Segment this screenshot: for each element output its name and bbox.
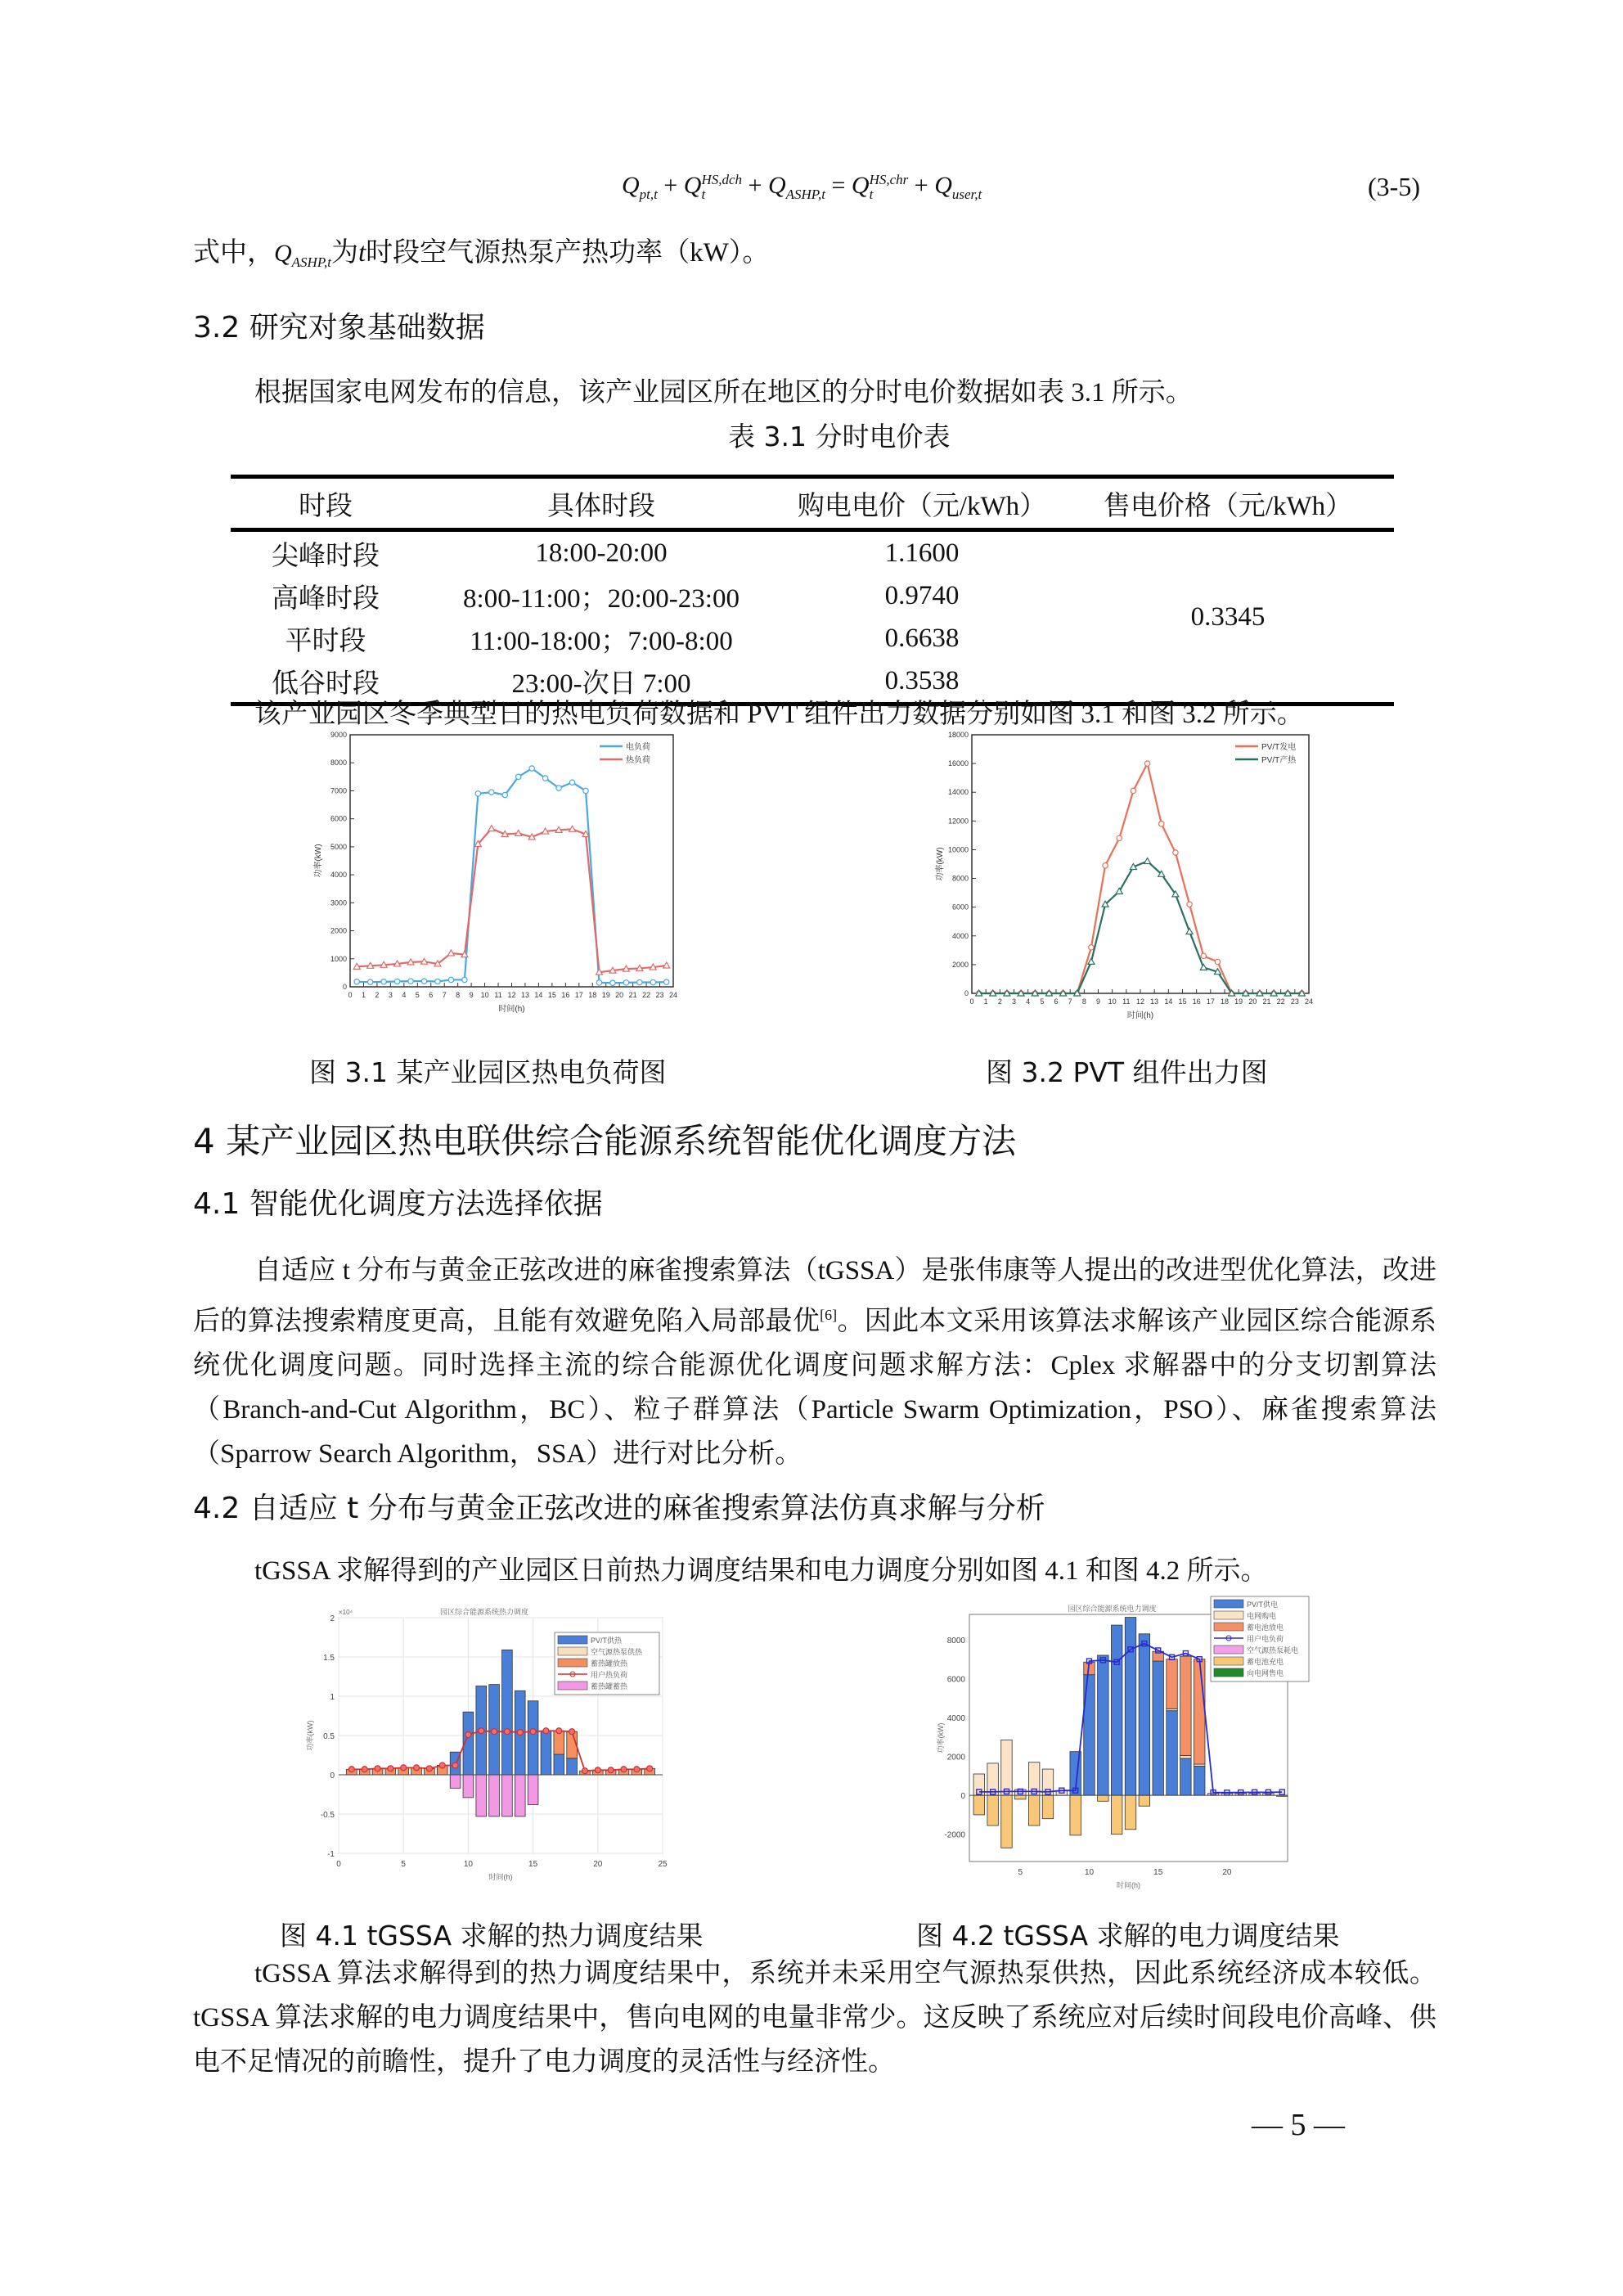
bar-4 (489, 1775, 500, 1817)
legend-swatch (1214, 1623, 1243, 1631)
data-point (448, 977, 453, 982)
data-point (439, 1763, 445, 1768)
x-tick-label: 16 (561, 991, 570, 999)
x-tick-label: 5 (1018, 1868, 1023, 1877)
x-tick-label: 8 (1081, 997, 1086, 1006)
bar-2 (567, 1731, 578, 1758)
x-tick-label: 7 (442, 991, 447, 999)
legend-label: 热负荷 (626, 756, 650, 765)
x-tick-label: 10 (1108, 997, 1117, 1006)
data-point (1103, 863, 1108, 868)
x-tick-label: 16 (1192, 997, 1201, 1006)
bar-5 (1111, 1795, 1122, 1835)
bar-4 (515, 1775, 525, 1817)
x-tick-label: 4 (1026, 997, 1031, 1006)
x-tick-label: 7 (1068, 997, 1072, 1006)
data-point (1215, 959, 1220, 964)
bar-1 (987, 1763, 998, 1795)
section-4-title: 4 某产业园区热电联供综合能源系统智能优化调度方法 (193, 1121, 1017, 1161)
x-tick-label: 12 (1135, 997, 1145, 1006)
bar-5 (973, 1795, 984, 1815)
data-point (502, 792, 507, 797)
fig-4-1-caption: 图 4.1 tGSSA 求解的热力调度结果 (280, 1920, 704, 1952)
x-axis-label: 时间(h) (488, 1873, 513, 1881)
y-tick-label: 1.5 (323, 1654, 335, 1663)
section-3-2-title: 3.2 研究对象基础数据 (193, 311, 485, 344)
col-header-sell: 售电价格（元/kWh） (1062, 477, 1394, 530)
eq-term: Q HS,dch t (683, 172, 743, 203)
eq-note-symbol-sub: ASHP,t (291, 254, 331, 270)
x-tick-label: 13 (1150, 997, 1159, 1006)
x-axis-label: 时间(h) (1117, 1881, 1140, 1889)
bar-5 (987, 1795, 998, 1826)
data-point (479, 1728, 484, 1734)
x-tick-label: 19 (601, 991, 610, 999)
y-tick-label: 1 (330, 1693, 335, 1702)
col-header-buy: 购电电价（元/kWh） (782, 477, 1062, 530)
bar-0 (541, 1731, 551, 1775)
bar-0 (502, 1650, 513, 1775)
section-4-1-paragraph (193, 1249, 1436, 1476)
eq-note-mid: 为 (331, 238, 358, 268)
legend-label: 蓄热罐放热 (591, 1659, 628, 1668)
x-tick-label: 19 (1234, 997, 1243, 1006)
data-point (543, 1728, 549, 1734)
data-point (1117, 835, 1122, 840)
data-point (1200, 964, 1207, 970)
bar-2 (1167, 1659, 1177, 1709)
x-tick-label: 6 (429, 991, 434, 999)
legend-swatch (1214, 1645, 1243, 1654)
y-tick-label: 2000 (946, 1753, 965, 1763)
bar-2 (1180, 1656, 1191, 1755)
bar-1 (1028, 1763, 1039, 1795)
legend-label: PV/T发电 (1261, 743, 1297, 752)
x-tick-label: 22 (642, 991, 651, 999)
y-tick-label: 6000 (946, 1675, 965, 1685)
x-tick-label: 10 (1084, 1868, 1095, 1877)
plot-frame (350, 735, 673, 987)
x-tick-label: 9 (469, 991, 474, 999)
x-tick-label: 20 (1222, 1868, 1232, 1877)
cell-period: 尖峰时段 (272, 541, 380, 571)
x-tick-label: 14 (534, 991, 543, 999)
data-point (1159, 822, 1164, 826)
para-text-rest: 。因此本文采用该算法求解该产业园区综合能源系统优化调度问题。同时选择主流的综合能源优化调度问题求解方法：Cplex 求解器中的分支切割算法（Branch-and-Cut Algorithm，BC）、粒子群算法（Particle Swarm Optimization，PSO）、麻雀搜索算法（Sparrow Search Algorithm，SSA）进行对比分析。 (193, 1307, 1437, 1469)
data-point (475, 791, 480, 796)
data-point (516, 774, 521, 779)
section-4-2-title: 4.2 自适应 t 分布与黄金正弦改进的麻雀搜索算法仿真求解与分析 (193, 1492, 1045, 1525)
x-tick-label: 9 (1095, 997, 1101, 1006)
y-tick-label: 0 (342, 983, 347, 991)
data-point (556, 1728, 562, 1734)
legend-label: PV/T供热 (591, 1636, 623, 1645)
bar-5 (1098, 1795, 1108, 1801)
x-tick-label: 5 (415, 991, 420, 999)
chart-title: 园区综合能源系统电力调度 (1068, 1605, 1157, 1613)
data-point (1201, 953, 1206, 958)
x-tick-label: 25 (658, 1860, 668, 1869)
y-tick-label: 0.5 (323, 1732, 335, 1741)
bar-5 (1001, 1795, 1012, 1848)
legend-label: 蓄电池放电 (1247, 1623, 1284, 1632)
x-tick-label: 1 (361, 991, 366, 999)
data-point (623, 980, 628, 985)
y-tick-label: 2000 (951, 960, 969, 969)
cell-hours: 18:00-20:00 (535, 538, 668, 568)
y-tick-label: 6000 (330, 814, 347, 823)
y-tick-label: 1000 (330, 954, 347, 963)
y-tick-label: 9000 (330, 731, 347, 739)
y-tick-label: -1 (327, 1850, 335, 1859)
bar-1 (1001, 1740, 1012, 1795)
final-paragraph: tGSSA 算法求解得到的热力调度结果中，系统并未采用空气源热泵供热，因此系统经济成本较低。tGSSA 算法求解的电力调度结果中，售向电网的电量非常少。这反映了系统应对后续时间段电价高峰、供电不足情况的前瞻性，提升了电力调度的灵活性与经济性。 (193, 1959, 1436, 2077)
equation-3-5 (622, 172, 982, 202)
y-tick-label: 8000 (330, 759, 347, 768)
y-tick-label: 18000 (947, 731, 969, 739)
eq-operator: = (825, 172, 852, 199)
data-point (1088, 958, 1095, 964)
x-tick-label: 3 (388, 991, 393, 999)
data-point (542, 776, 547, 781)
legend-swatch (558, 1659, 587, 1667)
data-point (664, 979, 669, 984)
x-tick-label: 20 (615, 991, 624, 999)
equation-number: (3-5) (1368, 172, 1420, 201)
data-point (348, 1767, 354, 1772)
y-tick-label: 4000 (946, 1714, 965, 1724)
legend-label: 空气源热泵耗电 (1247, 1646, 1299, 1654)
cell-buy: 1.1600 (884, 538, 960, 568)
cell-buy: 0.6638 (884, 623, 960, 653)
legend-label: 蓄热罐蓄热 (591, 1682, 628, 1690)
data-point (426, 1766, 432, 1772)
data-point (1131, 788, 1135, 793)
x-tick-label: 24 (1304, 997, 1314, 1006)
eq-term: Q pt,t (622, 172, 658, 203)
bar-2 (554, 1731, 564, 1754)
y-axis-label: 功率(kW) (306, 1720, 314, 1751)
data-point (362, 1767, 367, 1772)
data-point (569, 780, 574, 785)
x-tick-label: 4 (402, 991, 407, 999)
legend-label: 电负荷 (626, 743, 650, 752)
y-axis-label: 功率(kW) (936, 847, 945, 881)
data-point (530, 1729, 536, 1735)
cell-period: 平时段 (285, 626, 366, 656)
legend-label: 空气源热泵供热 (591, 1648, 643, 1656)
page-number: — 5 — (1252, 2108, 1345, 2142)
y-tick-label: 4000 (330, 871, 347, 880)
x-axis-label: 时间(h) (1126, 1011, 1154, 1020)
x-tick-label: 0 (348, 991, 353, 999)
y-tick-label: 3000 (330, 898, 347, 907)
eq-operator: + (742, 172, 768, 199)
bar-5 (1139, 1795, 1149, 1806)
y-tick-label: 6000 (951, 903, 969, 912)
series-line-1 (357, 829, 667, 973)
x-tick-label: 13 (520, 991, 529, 999)
col-header-hours: 具体时段 (420, 477, 782, 530)
legend-label: PV/T供电 (1247, 1600, 1279, 1609)
bar-5 (1070, 1795, 1081, 1835)
cell-hours: 11:00-18:00；7:00-8:00 (470, 626, 733, 656)
bar-4 (476, 1775, 487, 1817)
chart-fig-4-2 (916, 1591, 1317, 1915)
x-tick-label: 23 (655, 991, 664, 999)
data-point (354, 979, 359, 984)
x-tick-label: 17 (574, 991, 583, 999)
x-tick-label: 18 (588, 991, 597, 999)
table-3-1-caption: 表 3.1 分时电价表 (728, 421, 951, 452)
cell-buy: 0.3538 (782, 660, 1062, 705)
legend-label: 用户热负荷 (591, 1671, 628, 1679)
y-tick-label: 14000 (947, 788, 969, 797)
bar-4 (463, 1775, 474, 1798)
x-tick-label: 10 (463, 1860, 473, 1869)
x-tick-label: 5 (1040, 997, 1045, 1006)
x-tick-label: 15 (1153, 1868, 1163, 1877)
y-tick-label: 2000 (330, 926, 347, 935)
x-tick-label: 23 (1290, 997, 1299, 1006)
data-point (556, 786, 561, 790)
equation-note (193, 231, 1436, 285)
bar-4 (528, 1775, 538, 1804)
data-point (1186, 929, 1193, 934)
section-4-1-title: 4.1 智能优化调度方法选择依据 (193, 1187, 603, 1221)
data-point (492, 1729, 497, 1735)
bar-5 (1015, 1795, 1026, 1799)
bar-0 (528, 1701, 538, 1775)
legend-label: 电网购电 (1247, 1612, 1277, 1620)
bar-0 (567, 1758, 578, 1775)
x-tick-label: 17 (1206, 997, 1215, 1006)
x-axis-label: 时间(h) (498, 1005, 525, 1014)
y-multiplier: ×10⁴ (339, 1609, 353, 1616)
bar-0 (1125, 1618, 1135, 1796)
eq-note-prefix: 式中， (193, 238, 274, 268)
chart-fig-3-2 (924, 728, 1333, 1047)
eq-term: Q HS,chr t (851, 172, 909, 203)
y-tick-label: 0 (330, 1772, 335, 1781)
y-tick-label: 12000 (947, 817, 969, 826)
citation[interactable]: [6] (820, 1307, 838, 1323)
data-point (489, 790, 494, 795)
legend-label: PV/T产热 (1261, 756, 1297, 765)
x-tick-label: 11 (1122, 997, 1131, 1006)
data-point (375, 1766, 380, 1772)
x-tick-label: 18 (1220, 997, 1230, 1006)
cell-period: 低谷时段 (231, 660, 420, 705)
section-4-2-paragraph: tGSSA 求解得到的产业园区日前热力调度结果和电力调度分别如图 4.1 和图 4.2 所示。 (254, 1556, 1268, 1586)
legend-swatch (1214, 1600, 1243, 1608)
chart-fig-3-1 (311, 728, 704, 1047)
tou-price-table (231, 475, 1394, 706)
x-tick-label: 0 (336, 1860, 341, 1869)
data-point (381, 979, 386, 984)
data-point (621, 1767, 627, 1772)
chart-title: 园区综合能源系统热力调度 (439, 1608, 529, 1616)
data-point (462, 977, 467, 982)
y-tick-label: -2000 (944, 1830, 965, 1840)
x-tick-label: 20 (1248, 997, 1257, 1006)
bar-0 (1139, 1634, 1149, 1795)
legend-swatch (558, 1636, 587, 1644)
series-line-1 (979, 861, 1302, 993)
data-point (388, 1766, 393, 1772)
x-tick-label: 22 (1276, 997, 1285, 1006)
fig-3-2-caption: 图 3.2 PVT 组件出力图 (986, 1056, 1268, 1088)
fig-4-2-caption: 图 4.2 tGSSA 求解的电力调度结果 (916, 1920, 1340, 1952)
data-point (517, 1730, 523, 1736)
bar-5 (1042, 1795, 1053, 1819)
y-axis-label: 功率(kW) (314, 844, 323, 878)
data-point (465, 1732, 471, 1738)
figures-3-paragraph: 该产业园区冬季典型日的热电负荷数据和 PVT 组件出力数据分别如图 3.1 和图 3.2 所示。 (254, 700, 1304, 729)
y-axis-label: 功率(kW) (937, 1722, 945, 1754)
legend-label: 用户电负荷 (1247, 1635, 1284, 1643)
y-tick-label: 10000 (947, 845, 969, 854)
cell-buy: 0.9740 (884, 580, 960, 610)
data-point (394, 979, 399, 984)
bar-2 (1194, 1659, 1204, 1764)
bar-0 (1111, 1625, 1122, 1795)
col-header-period: 时段 (231, 477, 420, 530)
data-point (1187, 902, 1192, 907)
bar-0 (1098, 1655, 1108, 1795)
y-tick-label: 0 (960, 1792, 965, 1802)
y-tick-label: 2 (330, 1614, 335, 1623)
legend-swatch (1214, 1657, 1243, 1665)
data-point (504, 1729, 510, 1735)
bar-0 (1180, 1758, 1191, 1795)
x-tick-label: 1 (983, 997, 988, 1006)
y-tick-label: 8000 (951, 874, 969, 883)
eq-term: Q user,t (934, 172, 982, 203)
data-point (1144, 761, 1149, 766)
data-point (529, 766, 534, 771)
x-tick-label: 14 (1164, 997, 1173, 1006)
x-tick-label: 3 (1011, 997, 1017, 1006)
table-row (231, 530, 1394, 575)
x-tick-label: 2 (997, 997, 1002, 1006)
x-tick-label: 21 (628, 991, 637, 999)
eq-operator: + (657, 172, 684, 199)
cell-sell: 0.3345 (1062, 530, 1394, 705)
x-tick-label: 10 (480, 991, 489, 999)
data-point (421, 979, 426, 984)
bar-0 (554, 1754, 564, 1775)
x-tick-label: 15 (1178, 997, 1187, 1006)
legend-swatch (1214, 1611, 1243, 1619)
table-header-row (231, 477, 1394, 530)
data-point (647, 1766, 653, 1772)
data-point (650, 979, 655, 984)
data-point (488, 826, 495, 831)
para-text: 自适应 t 分布与黄金正弦改进的麻雀搜索算法（tGSSA）是张伟康等人提出的改进型优化算法，改进后的算法搜索精度更高，且能有效避免陷入局部最优 (193, 1256, 1436, 1336)
legend-swatch (558, 1681, 587, 1690)
x-tick-label: 0 (969, 997, 974, 1006)
y-tick-label: 5000 (330, 842, 347, 851)
bar-4 (502, 1775, 513, 1817)
x-tick-label: 5 (401, 1860, 406, 1869)
data-point (583, 788, 588, 793)
series-line-0 (979, 763, 1302, 993)
eq-note-t: t (358, 238, 366, 268)
series-line-0 (357, 768, 667, 983)
data-point (595, 1767, 600, 1773)
eq-note-symbol: Q (274, 240, 292, 267)
cell-hours: 23:00-次日 7:00 (420, 660, 782, 705)
x-tick-label: 21 (1262, 997, 1271, 1006)
x-tick-label: 20 (593, 1860, 603, 1869)
x-tick-label: 12 (507, 991, 516, 999)
data-point (435, 979, 440, 984)
data-point (1089, 945, 1094, 950)
x-tick-label: 11 (494, 991, 502, 999)
eq-operator: + (908, 172, 935, 199)
x-tick-label: 15 (528, 1860, 538, 1869)
data-point (637, 979, 642, 984)
legend-swatch (558, 1647, 587, 1655)
x-tick-label: 6 (1054, 997, 1059, 1006)
bar-0 (1167, 1711, 1177, 1795)
data-point (367, 979, 372, 984)
legend-label: 蓄电池充电 (1247, 1658, 1284, 1666)
eq-term: Q ASHP,t (767, 172, 825, 203)
data-point (452, 1763, 458, 1768)
bar-0 (1153, 1661, 1163, 1795)
data-point (634, 1767, 640, 1772)
bar-1 (1180, 1755, 1191, 1758)
data-point (610, 980, 615, 985)
data-point (414, 1765, 420, 1771)
y-tick-label: 8000 (946, 1636, 965, 1645)
data-point (1173, 850, 1178, 855)
data-point (1144, 858, 1151, 863)
data-point (608, 1767, 614, 1773)
x-tick-label: 15 (547, 991, 556, 999)
x-tick-label: 24 (668, 991, 678, 999)
y-tick-label: 7000 (330, 786, 347, 795)
y-tick-label: 0 (964, 989, 969, 997)
x-tick-label: 8 (456, 991, 461, 999)
data-point (596, 980, 601, 985)
legend-swatch (1214, 1668, 1243, 1677)
section-3-2-paragraph: 根据国家电网发布的信息，该产业园区所在地区的分时电价数据如表 3.1 所示。 (254, 378, 1193, 407)
y-tick-label: 16000 (947, 759, 969, 768)
y-tick-label: -0.5 (320, 1811, 335, 1820)
bar-0 (1194, 1766, 1204, 1795)
cell-period: 高峰时段 (272, 583, 380, 614)
bar-5 (1028, 1795, 1039, 1826)
data-point (569, 1729, 575, 1735)
chart-fig-4-1 (294, 1591, 679, 1915)
data-point (408, 979, 413, 984)
data-point (582, 1768, 587, 1774)
fig-3-1-caption: 图 3.1 某产业园区热电负荷图 (309, 1056, 667, 1088)
legend-label: 向电网售电 (1247, 1669, 1284, 1677)
eq-note-suffix: 时段空气源热泵产热功率（kW）。 (366, 238, 770, 268)
y-tick-label: 4000 (951, 931, 969, 940)
x-tick-label: 2 (375, 991, 380, 999)
bar-4 (450, 1775, 461, 1788)
cell-hours: 8:00-11:00；20:00-23:00 (463, 583, 740, 614)
data-point (401, 1765, 407, 1771)
bar-5 (1125, 1795, 1135, 1830)
